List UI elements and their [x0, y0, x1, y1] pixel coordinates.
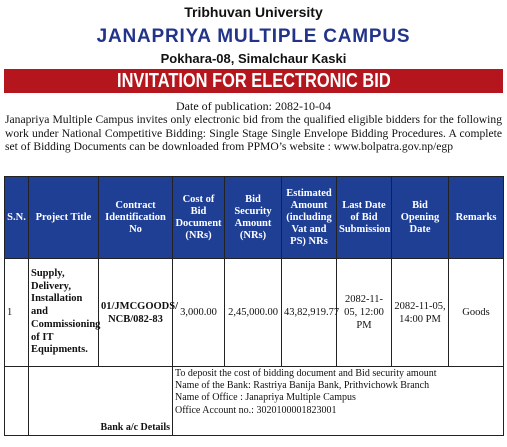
header-opening-date: Bid Opening Date: [392, 177, 449, 259]
cell-opening-date: 2082-11-05, 14:00 PM: [392, 259, 449, 367]
header-project-title: Project Title: [29, 177, 99, 259]
header-last-date: Last Date of Bid Submission: [337, 177, 392, 259]
header-bid-security: Bid Security Amount (NRs): [225, 177, 282, 259]
bid-table: [4, 176, 504, 436]
header-remarks: Remarks: [449, 177, 504, 259]
header-cost-of-bid-document: Cost of Bid Document (NRs): [173, 177, 225, 259]
bank-line: Office Account no.: 3020100001823001: [175, 404, 337, 416]
header-contract-id: Contract Identification No: [99, 177, 173, 259]
bank-line: Name of Office : Janapriya Multiple Campus: [175, 392, 356, 404]
empty-cell: [5, 367, 29, 436]
table-row: [5, 259, 504, 367]
bank-line: To deposit the cost of bidding document and Bid security amount: [175, 368, 437, 379]
cell-remarks: Goods: [449, 259, 504, 367]
bank-details-text: [173, 367, 504, 436]
cell-sn: 1: [5, 259, 29, 367]
university-name: Tribhuvan University: [184, 4, 323, 20]
table-header-row: [5, 177, 504, 259]
cell-contract-id: 01/JMCGOODS/ NCB/082-83: [99, 259, 173, 367]
campus-name: JANAPRIYA MULTIPLE CAMPUS: [96, 26, 411, 47]
cell-cost-of-bid-document: 3,000.00: [173, 259, 225, 367]
cell-estimated-amount: 43,82,919.77: [282, 259, 337, 367]
header-estimated-amount: Estimated Amount (including Vat and PS) NRs: [282, 177, 337, 259]
bank-details-row: [5, 367, 504, 436]
bank-line: Name of the Bank: Rastriya Banija Bank, Prithvichowk Branch: [175, 380, 430, 392]
banner-title: INVITATION FOR ELECTRONIC BID: [116, 70, 391, 92]
header-sn: S.N.: [5, 177, 29, 259]
cell-project-title: Supply, Delivery, Installation and Commissioning of IT Equipments.: [29, 259, 99, 367]
campus-address: Pokhara-08, Simalchaur Kaski: [160, 51, 347, 66]
cell-bid-security: 2,45,000.00: [225, 259, 282, 367]
publication-date: Date of publication: 2082-10-04: [176, 99, 331, 113]
cell-last-date: 2082-11-05, 12:00 PM: [337, 259, 392, 367]
intro-paragraph: Janapriya Multiple Campus invites only electronic bid from the qualified eligible bidders for the following work under National Competitive Bidding: Single Stage Single Envelope Bidding Procedures. A complete set of Bidding Documents can be downloaded from PPMO’s website : www.bolpatra.gov.np/egp: [5, 113, 502, 154]
notice-banner: [4, 69, 503, 93]
bank-details-label: Bank a/c Details: [29, 367, 173, 436]
